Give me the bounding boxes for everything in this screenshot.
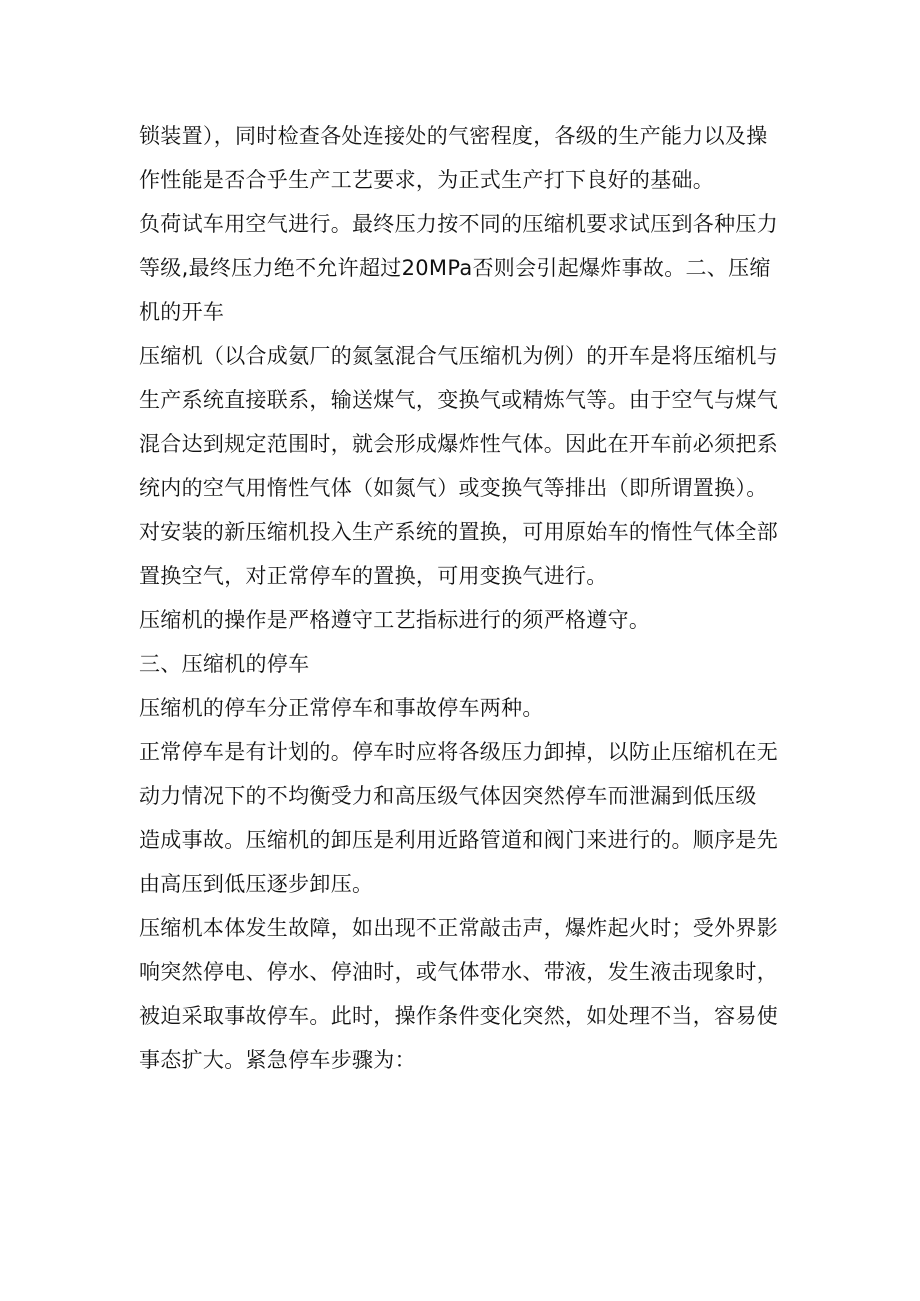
text-line: 对安装的新压缩机投入生产系统的置换，可用原始车的惰性气体全部: [139, 520, 778, 544]
document-body: [139, 114, 799, 1082]
text-line: 生产系统直接联系，输送煤气，变换气或精炼气等。由于空气与煤气: [139, 388, 778, 412]
text-line: 混合达到规定范围时，就会形成爆炸性气体。因此在开车前必须把系: [139, 432, 778, 456]
text-line: 压缩机的停车分正常停车和事故停车两种。: [139, 696, 544, 720]
text-line: 被迫采取事故停车。此时，操作条件变化突然，如处理不当，容易使: [139, 1004, 778, 1028]
text-line: 压缩机（以合成氨厂的氮氢混合气压缩机为例）的开车是将压缩机与: [139, 344, 778, 368]
text-line: 统内的空气用惰性气体（如氮气）或变换气等排出（即所谓置换）。: [139, 476, 768, 500]
text-line: 响突然停电、停水、停油时，或气体带水、带液，发生液击现象时，: [139, 960, 778, 984]
text-line: 锁装置），同时检查各处连接处的气密程度，各级的生产能力以及操: [139, 124, 768, 148]
text-line: 由高压到低压逐步卸压。: [139, 872, 374, 896]
text-line: 动力情况下的不均衡受力和高压级气体因突然停车而泄漏到低压级: [139, 784, 757, 808]
text-line: 事态扩大。紧急停车步骤为：: [139, 1048, 416, 1072]
text-line: 负荷试车用空气进行。最终压力按不同的压缩机要求试压到各种压力: [139, 212, 778, 236]
text-line: 正常停车是有计划的。停车时应将各级压力卸掉，以防止压缩机在无: [139, 740, 778, 764]
text-line: 等级,最终压力绝不允许超过20MPa否则会引起爆炸事故。二、压缩: [139, 256, 771, 280]
text-line: 造成事故。压缩机的卸压是利用近路管道和阀门来进行的。顺序是先: [139, 828, 778, 852]
text-line: 作性能是否合乎生产工艺要求，为正式生产打下良好的基础。: [139, 168, 715, 192]
section-heading: 三、压缩机的停车: [139, 652, 310, 676]
text-line: 置换空气，对正常停车的置换，可用变换气进行。: [139, 564, 608, 588]
text-line: 压缩机的操作是严格遵守工艺指标进行的须严格遵守。: [139, 608, 651, 632]
text-line: 机的开车: [139, 300, 225, 324]
text-line: 压缩机本体发生故障，如出现不正常敲击声，爆炸起火时；受外界影: [139, 916, 778, 940]
